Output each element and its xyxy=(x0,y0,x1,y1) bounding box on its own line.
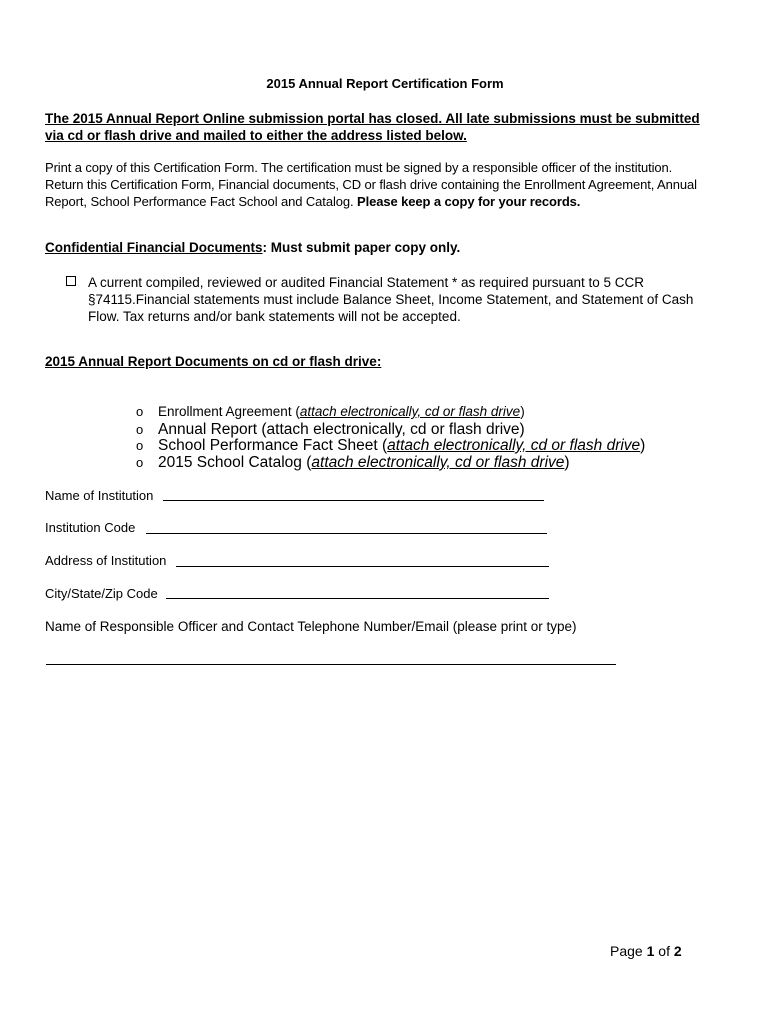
documents-heading: 2015 Annual Report Documents on cd or flash drive: xyxy=(45,354,382,369)
institution-code-label: Institution Code xyxy=(45,520,136,535)
submission-notice xyxy=(45,110,700,144)
notice-line-1: The 2015 Annual Report Online submission portal has closed. All late submissions must be submitted xyxy=(45,111,700,126)
form-title: 2015 Annual Report Certification Form xyxy=(266,76,504,91)
bullet-icon: o xyxy=(136,404,144,419)
responsible-officer-label: Name of Responsible Officer and Contact Telephone Number/Email (please print or type) xyxy=(45,619,577,634)
bullet-icon: o xyxy=(136,455,144,470)
financial-line-3: Flow. Tax returns and/or bank statements will not be accepted. xyxy=(88,309,461,324)
address-of-institution-field[interactable] xyxy=(176,566,549,567)
intro-line-2: Return this Certification Form, Financial documents, CD or flash drive containing the Enrollment Agreement, Annual xyxy=(45,177,697,192)
name-of-institution-field[interactable] xyxy=(163,500,544,501)
intro-line-3 xyxy=(45,193,697,210)
notice-line-2: via cd or flash drive and mailed to either the address listed below. xyxy=(45,128,467,143)
city-state-zip-label: City/State/Zip Code xyxy=(45,586,158,601)
bullet-icon: o xyxy=(136,438,144,453)
name-of-institution-label: Name of Institution xyxy=(45,488,154,503)
responsible-officer-field[interactable] xyxy=(46,664,616,665)
page-number: Page 1 of 2 xyxy=(610,943,682,959)
financial-line-2: §74115.Financial statements must include Balance Sheet, Income Statement, and Statement of Cash xyxy=(88,292,694,307)
confidential-heading-title: Confidential Financial Documents xyxy=(45,240,263,255)
list-item-annual-report: o Annual Report (attach electronically, cd or flash drive) xyxy=(136,421,525,438)
intro-line-3-plain: Report, School Performance Fact School and Catalog. xyxy=(45,194,354,209)
list-item-performance-fact-sheet: o School Performance Fact Sheet (attach electronically, cd or flash drive) xyxy=(136,437,646,454)
intro-paragraph xyxy=(45,159,697,210)
city-state-zip-field[interactable] xyxy=(166,598,549,599)
confidential-heading xyxy=(45,240,460,255)
list-item-school-catalog: o 2015 School Catalog (attach electronically, cd or flash drive) xyxy=(136,454,570,471)
bullet-icon: o xyxy=(136,422,144,437)
list-item-enrollment-agreement: o Enrollment Agreement (attach electronically, cd or flash drive) xyxy=(136,404,525,419)
financial-statement-item xyxy=(66,274,693,325)
confidential-heading-rest: : Must submit paper copy only. xyxy=(262,240,461,255)
financial-line-1: A current compiled, reviewed or audited Financial Statement * as required pursuant to 5 CCR xyxy=(88,275,645,290)
financial-statement-checkbox[interactable] xyxy=(66,276,76,286)
address-of-institution-label: Address of Institution xyxy=(45,553,167,568)
financial-statement-text xyxy=(88,274,693,325)
institution-code-field[interactable] xyxy=(146,533,547,534)
intro-line-1: Print a copy of this Certification Form. The certification must be signed by a responsible officer of the institution. xyxy=(45,160,673,175)
keep-copy-note: Please keep a copy for your records. xyxy=(357,194,581,209)
